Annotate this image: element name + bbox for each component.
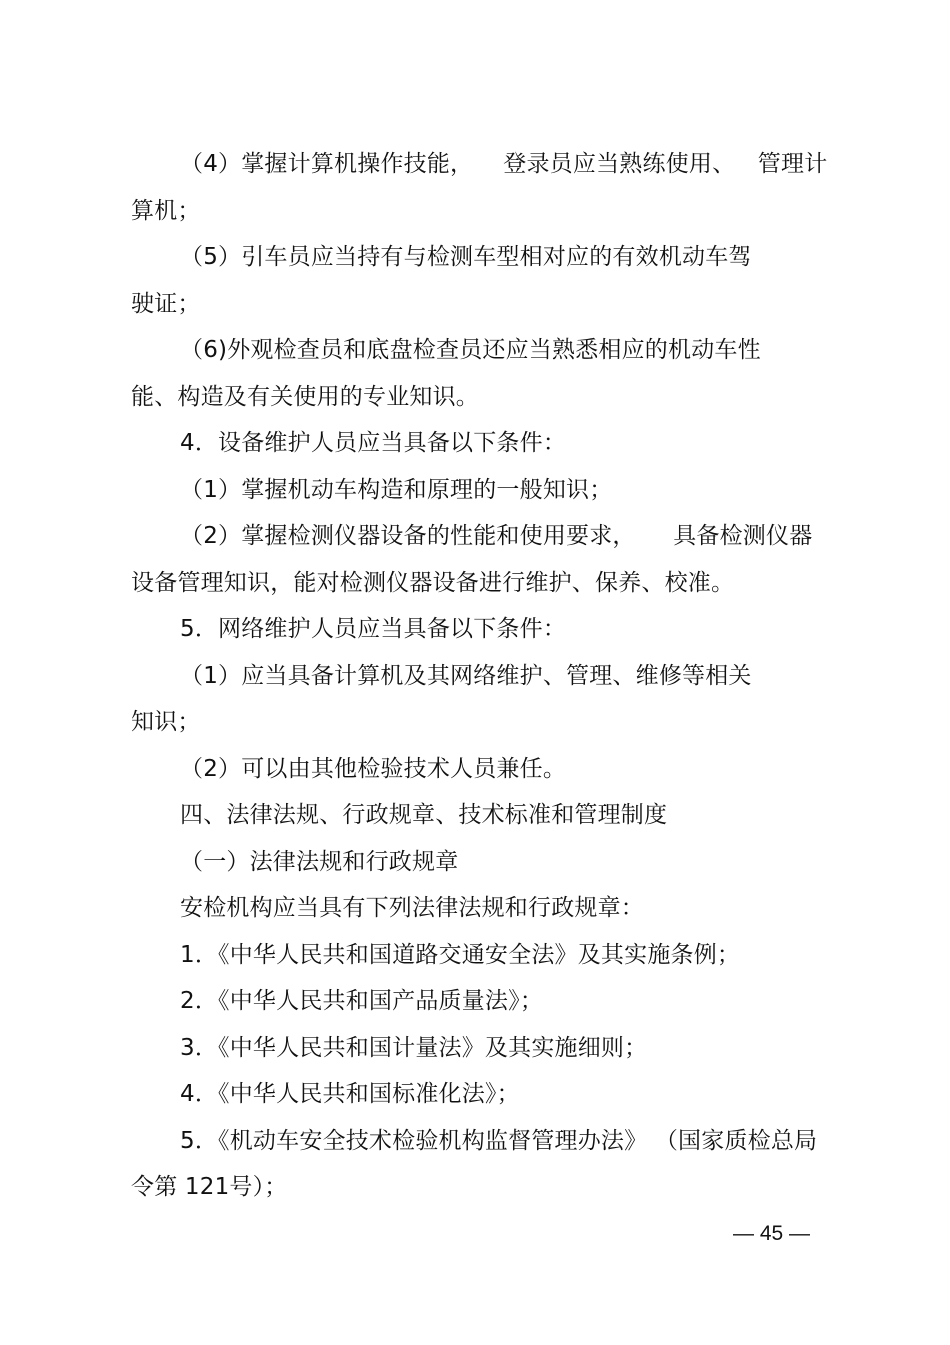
list-item: 4．《中华人民共和国标准化法》；	[180, 1081, 520, 1107]
text-line: （4）掌握计算机操作技能， 登录员应当熟练使用、 管理计	[180, 151, 828, 177]
section-heading: 四、法律法规、行政规章、技术标准和管理制度	[180, 802, 668, 828]
text-line: （6)外观检查员和底盘检查员还应当熟悉相应的机动车性	[180, 337, 761, 363]
text-line: （1）应当具备计算机及其网络维护、管理、维修等相关	[180, 663, 752, 689]
text-line: 设备管理知识，能对检测仪器设备进行维护、保养、校准。	[131, 570, 735, 596]
text-line: 驶证；	[131, 291, 201, 317]
text-line: 安检机构应当具有下列法律法规和行政规章：	[180, 895, 644, 921]
list-item: 5．《机动车安全技术检验机构监督管理办法》 （国家质检总局	[180, 1128, 818, 1154]
text-line: 能、构造及有关使用的专业知识。	[131, 384, 479, 410]
text-line: （2）可以由其他检验技术人员兼任。	[180, 756, 567, 782]
text-line: （2）掌握检测仪器设备的性能和使用要求， 具备检测仪器	[180, 523, 813, 549]
text-line: 知识；	[131, 709, 201, 735]
text-line: 4．设备维护人员应当具备以下条件：	[180, 430, 567, 456]
list-item: 2．《中华人民共和国产品质量法》；	[180, 988, 544, 1014]
text-line: 5．网络维护人员应当具备以下条件：	[180, 616, 567, 642]
page-number: — 45 —	[733, 1222, 811, 1245]
text-line: 令第 121号）；	[131, 1174, 288, 1200]
text-line: （5）引车员应当持有与检测车型相对应的有效机动车驾	[180, 244, 752, 270]
text-line: （1）掌握机动车构造和原理的一般知识；	[180, 477, 613, 503]
list-item: 3．《中华人民共和国计量法》及其实施细则；	[180, 1035, 648, 1061]
list-item: 1．《中华人民共和国道路交通安全法》及其实施条例；	[180, 942, 741, 968]
subsection-heading: （一）法律法规和行政规章	[180, 849, 459, 875]
text-line: 算机；	[131, 198, 201, 224]
